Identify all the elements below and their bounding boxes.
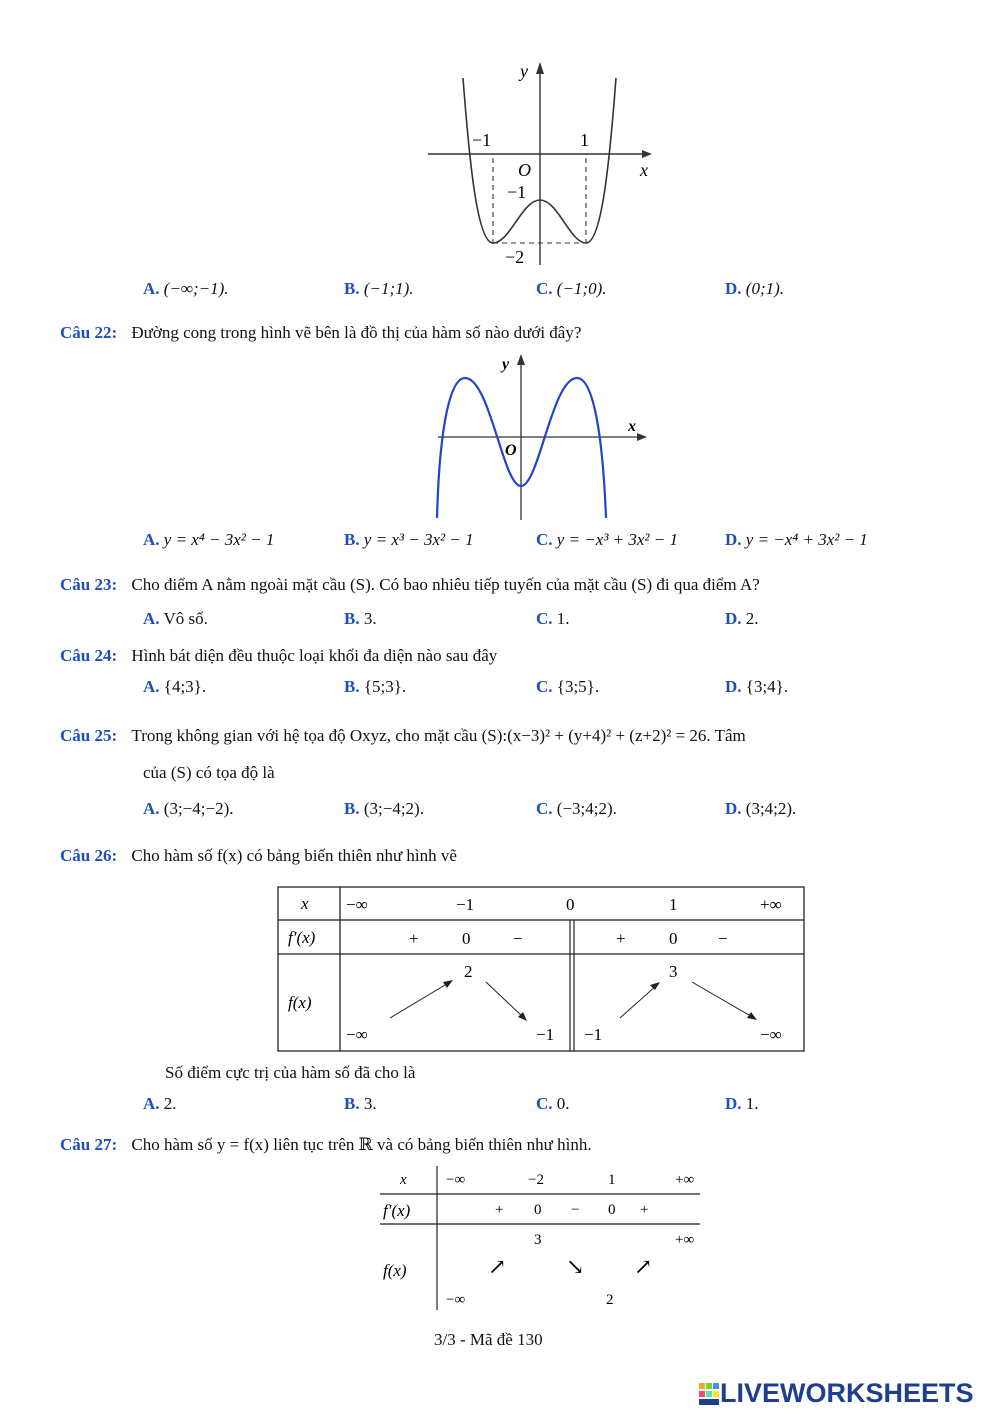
x-value: +∞ [675,1172,695,1188]
sign: − [513,929,523,948]
liveworksheets-icon [698,1381,720,1407]
q25-option-a[interactable]: A. (3;−4;−2). [143,799,234,818]
x-value: 0 [566,895,575,914]
arrow-down: ↘ [566,1254,585,1279]
q24-option-a[interactable]: A. {4;3}. [143,677,207,696]
sign: + [495,1202,504,1218]
tick-y-neg1: −1 [507,182,527,202]
q26-option-c[interactable]: C. 0. [536,1094,570,1113]
y-axis-label: y [520,61,528,81]
row-label-f: f(x) [383,1261,407,1280]
q25-option-d[interactable]: D. (3;4;2). [725,799,797,818]
question-text: Cho hàm số y = f(x) liên tục trên ℝ và có bảng biến thiên như hình. [131,1135,592,1154]
q24-option-b[interactable]: B. {5;3}. [344,677,407,696]
sign: 0 [669,929,678,948]
x-axis-label: x [628,418,636,435]
x-value: −1 [456,895,475,914]
x-value: −∞ [446,1172,466,1188]
q25-option-b[interactable]: B. (3;−4;2). [344,799,424,818]
x-value: −∞ [346,895,368,914]
question-23 [60,575,760,595]
question-text-line1: Trong không gian với hệ tọa độ Oxyz, cho mặt cầu (S):(x−3)² + (y+4)² + (z+2)² = 26. Tâm [131,726,746,745]
q26-question: Số điểm cực trị của hàm số đã cho là [165,1063,416,1082]
sign: 0 [534,1202,542,1218]
sign: + [640,1202,649,1218]
watermark-text: LIVEWORKSHEETS [720,1378,974,1408]
f-value: −∞ [446,1292,466,1308]
y-axis-label: y [502,356,510,373]
page-footer: 3/3 - Mã đề 130 [434,1330,543,1349]
q24-option-c[interactable]: C. {3;5}. [536,677,600,696]
question-text: Hình bát diện đều thuộc loại khối đa diện nào sau đây [131,646,498,665]
sign: 0 [608,1202,616,1218]
q22-option-d[interactable]: D. y = −x⁴ + 3x² − 1 [725,530,868,549]
q26-option-a[interactable]: A. 2. [143,1094,177,1113]
sign: − [571,1202,580,1218]
question-text: Cho hàm số f(x) có bảng biến thiên như hình vẽ [131,846,457,865]
q21-option-d[interactable]: D. (0;1). [725,279,785,298]
x-value: 1 [669,895,678,914]
f-value: 2 [606,1292,614,1308]
q22-option-c[interactable]: C. y = −x³ + 3x² − 1 [536,530,678,549]
f-value: −1 [584,1025,603,1044]
question-number: Câu 24: [60,646,118,665]
row-label-x: x [400,1172,407,1188]
question-number: Câu 23: [60,575,118,594]
tick-neg1: −1 [472,130,492,150]
f-value: −∞ [346,1025,368,1044]
graph-quartic [420,58,660,273]
sign: − [718,929,728,948]
q26-option-b[interactable]: B. 3. [344,1094,377,1113]
liveworksheets-logo [698,1378,974,1409]
variation-table-q27 [376,1162,706,1314]
row-label-f: f(x) [288,993,312,1012]
q21-option-a[interactable]: A. (−∞;−1). [143,279,229,298]
question-22 [60,323,581,343]
row-label-fprime: f′(x) [383,1201,411,1220]
x-axis-label: x [640,160,648,180]
origin-label: O [518,160,531,180]
q23-option-b[interactable]: B. 3. [344,609,377,628]
question-number: Câu 25: [60,726,118,745]
q25-option-c[interactable]: C. (−3;4;2). [536,799,617,818]
sign: + [409,929,419,948]
question-27 [60,1135,592,1155]
question-24 [60,646,497,666]
variation-table-q26 [276,884,808,1056]
question-25 [60,726,746,746]
tick-y-neg2: −2 [505,247,525,267]
arrow-up: ↗ [634,1254,653,1279]
f-value: 3 [669,962,678,981]
q22-option-a[interactable]: A. y = x⁴ − 3x² − 1 [143,530,275,549]
graph-q22 [430,350,660,522]
q21-option-c[interactable]: C. (−1;0). [536,279,607,298]
q23-option-a[interactable]: A. Vô số. [143,609,208,628]
f-value: −1 [536,1025,555,1044]
q21-option-b[interactable]: B. (−1;1). [344,279,414,298]
arrow-up: ↗ [488,1254,507,1279]
question-26 [60,846,457,866]
sign: + [616,929,626,948]
question-text-line2: của (S) có tọa độ là [143,763,275,782]
f-value: 3 [534,1232,542,1248]
question-text: Đường cong trong hình vẽ bên là đồ thị của hàm số nào dưới đây? [131,323,582,342]
question-number: Câu 22: [60,323,118,342]
x-value: −2 [528,1172,544,1188]
q24-option-d[interactable]: D. {3;4}. [725,677,789,696]
q23-option-c[interactable]: C. 1. [536,609,570,628]
row-label-fprime: f′(x) [288,928,316,947]
sign: 0 [462,929,471,948]
f-value: −∞ [760,1025,782,1044]
origin-label: O [505,442,517,459]
q26-option-d[interactable]: D. 1. [725,1094,759,1113]
question-number: Câu 26: [60,846,118,865]
tick-1: 1 [580,130,589,150]
f-value: +∞ [675,1232,695,1248]
f-value: 2 [464,962,473,981]
row-label-x: x [301,894,309,913]
q22-option-b[interactable]: B. y = x³ − 3x² − 1 [344,530,474,549]
q23-option-d[interactable]: D. 2. [725,609,759,628]
question-text: Cho điểm A nằm ngoài mặt cầu (S). Có bao nhiêu tiếp tuyến của mặt cầu (S) đi qua điểm A? [131,575,760,594]
question-number: Câu 27: [60,1135,118,1154]
x-value: 1 [608,1172,616,1188]
x-value: +∞ [760,895,782,914]
